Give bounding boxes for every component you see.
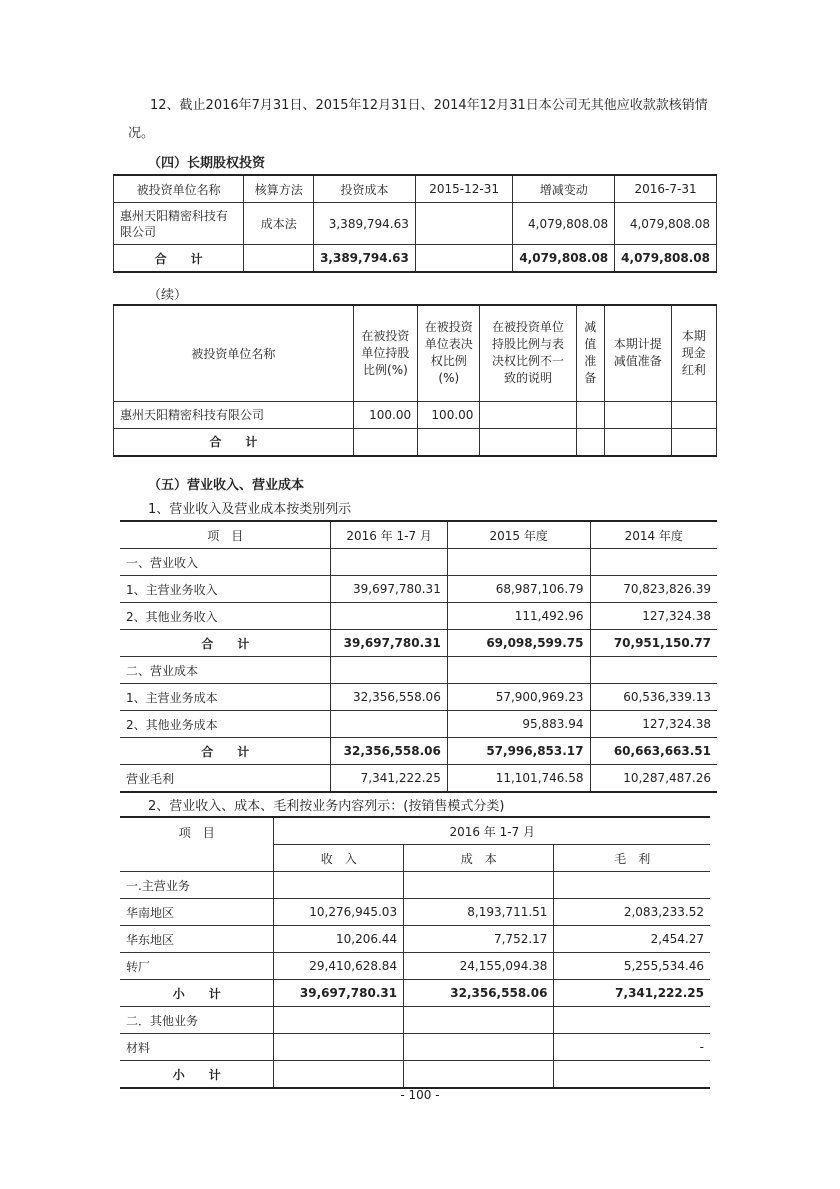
table-cell: -: [554, 1034, 710, 1061]
col-header: 项 目: [120, 817, 274, 872]
table-cell: 29,410,628.84: [274, 953, 404, 980]
table-cell: 10,276,945.03: [274, 899, 404, 926]
total-label: 合 计: [114, 245, 244, 273]
row-label: 小 计: [120, 1061, 274, 1089]
subsection-2-title: 2、营业收入、成本、毛利按业务内容列示：(按销售模式分类): [148, 799, 505, 814]
col-header: 2016 年 1-7 月: [331, 521, 447, 549]
table-cell: 32,356,558.06: [404, 980, 554, 1007]
table-cell: [274, 872, 404, 899]
table-row: [120, 711, 717, 738]
row-label: 二．其他业务: [120, 1007, 274, 1034]
table-cell: [480, 401, 576, 428]
col-header: 在被投资单位持股比例(%): [353, 305, 417, 401]
table-cell: [554, 1007, 710, 1034]
col-header: 减值准备: [576, 305, 605, 401]
table-cell: 2,454.27: [554, 926, 710, 953]
table-cell: [554, 872, 710, 899]
table-cell: 4,079,808.08: [513, 245, 615, 273]
table-cell: 4,079,808.08: [615, 203, 717, 245]
col-header: 2016-7-31: [615, 175, 717, 203]
table-row: [120, 980, 710, 1007]
table-cell: [274, 1007, 404, 1034]
table-cell: 127,324.38: [590, 711, 717, 738]
row-label: 材料: [120, 1034, 274, 1061]
revenue-cost-table: [120, 520, 717, 793]
row-label: 营业毛利: [120, 765, 331, 793]
row-label: 合 计: [120, 738, 331, 765]
col-header: 本期现金红利: [671, 305, 716, 401]
table-cell: 4,079,808.08: [615, 245, 717, 273]
table-row: [120, 738, 717, 765]
table-cell: 39,697,780.31: [274, 980, 404, 1007]
table-cell: 成本法: [244, 203, 314, 245]
col-header: 项 目: [120, 521, 331, 549]
col-header: 2015 年度: [447, 521, 590, 549]
table-row: [120, 630, 717, 657]
table-cell: [418, 428, 480, 456]
table-cell: 57,900,969.23: [447, 684, 590, 711]
col-header: 增减变动: [513, 175, 615, 203]
table-cell: [605, 401, 672, 428]
table-cell: 10,287,487.26: [590, 765, 717, 793]
table-cell: 7,752.17: [404, 926, 554, 953]
table-row: [120, 926, 710, 953]
row-label: 二、营业成本: [120, 657, 331, 684]
row-label: 2、其他业务收入: [120, 603, 331, 630]
table-cell: [244, 245, 314, 273]
table-cell: 60,536,339.13: [590, 684, 717, 711]
table-cell: 39,697,780.31: [331, 576, 447, 603]
col-header: 被投资单位名称: [114, 305, 354, 401]
table-cell: [415, 203, 512, 245]
paragraph-12: 12、截止2016年7月31日、2015年12月31日、2014年12月31日本公司无其他应收款款核销情况。: [128, 98, 708, 141]
table-cell: 32,356,558.06: [331, 684, 447, 711]
continued-label: （续）: [148, 288, 188, 303]
table-cell: [480, 428, 576, 456]
table-row: [120, 765, 717, 793]
table-row: [120, 872, 710, 899]
row-label: 1、主营业务成本: [120, 684, 331, 711]
table-cell: [554, 1061, 710, 1089]
row-label: 华南地区: [120, 899, 274, 926]
subsection-1-title: 1、营业收入及营业成本按类别列示: [148, 502, 352, 517]
col-header: 毛 利: [554, 845, 710, 872]
table-cell: 70,823,826.39: [590, 576, 717, 603]
table-cell: [576, 401, 605, 428]
table-cell: 11,101,746.58: [447, 765, 590, 793]
table-cell: [605, 428, 672, 456]
table-cell: [447, 657, 590, 684]
row-label: 1、主营业务收入: [120, 576, 331, 603]
table-cell: [671, 401, 716, 428]
revenue-by-business-table: [120, 816, 710, 1089]
table-cell: [415, 245, 512, 273]
table-cell: 127,324.38: [590, 603, 717, 630]
table-row: [120, 1034, 710, 1061]
table-row: [120, 953, 710, 980]
table-cell: 70,951,150.77: [590, 630, 717, 657]
table-row: [120, 603, 717, 630]
table-cell: [590, 657, 717, 684]
table-cell: 10,206.44: [274, 926, 404, 953]
table-cell: 95,883.94: [447, 711, 590, 738]
row-label: 2、其他业务成本: [120, 711, 331, 738]
table-cell: [331, 711, 447, 738]
col-header: 在被投资单位表决权比例(%): [418, 305, 480, 401]
table-cell: [671, 428, 716, 456]
table-cell: [404, 1007, 554, 1034]
col-header: 核算方法: [244, 175, 314, 203]
col-header: 投资成本: [314, 175, 416, 203]
table-cell: 24,155,094.38: [404, 953, 554, 980]
table-cell: [404, 872, 554, 899]
table-cell: 4,079,808.08: [513, 203, 615, 245]
table-cell: [274, 1061, 404, 1089]
table-cell: 57,996,853.17: [447, 738, 590, 765]
table-cell: [404, 1061, 554, 1089]
table-row: [120, 549, 717, 576]
col-header: 成 本: [404, 845, 554, 872]
section-4-title: （四）长期股权投资: [148, 156, 266, 171]
table-cell: 111,492.96: [447, 603, 590, 630]
table-row: [120, 657, 717, 684]
table-cell: 32,356,558.06: [331, 738, 447, 765]
total-label: 合 计: [114, 428, 354, 456]
table-cell: 7,341,222.25: [331, 765, 447, 793]
col-header: 2014 年度: [590, 521, 717, 549]
col-header: 在被投资单位持股比例与表决权比例不一致的说明: [480, 305, 576, 401]
table-cell: 100.00: [353, 401, 417, 428]
table-cell: 3,389,794.63: [314, 245, 416, 273]
equity-investment-table: [113, 174, 717, 273]
table-row: [120, 576, 717, 603]
table-cell: [331, 603, 447, 630]
equity-investment-table-continued: [113, 304, 717, 457]
table-row: [120, 1061, 710, 1089]
col-header: 本期计提减值准备: [605, 305, 672, 401]
table-cell: 8,193,711.51: [404, 899, 554, 926]
row-label: 一、营业收入: [120, 549, 331, 576]
table-cell: 惠州天阳精密科技有限公司: [114, 401, 354, 428]
col-header: 被投资单位名称: [114, 175, 244, 203]
table-cell: [404, 1034, 554, 1061]
table-cell: 3,389,794.63: [314, 203, 416, 245]
row-label: 转厂: [120, 953, 274, 980]
table-cell: [331, 549, 447, 576]
table-cell: 60,663,663.51: [590, 738, 717, 765]
row-label: 华东地区: [120, 926, 274, 953]
table-cell: [274, 1034, 404, 1061]
col-header: 2015-12-31: [415, 175, 512, 203]
table-cell: 69,098,599.75: [447, 630, 590, 657]
row-label: 合 计: [120, 630, 331, 657]
row-label: 一.主营业务: [120, 872, 274, 899]
table-cell: 39,697,780.31: [331, 630, 447, 657]
table-cell: [331, 657, 447, 684]
table-row: [120, 899, 710, 926]
table-row: [120, 1007, 710, 1034]
col-header: 收 入: [274, 845, 404, 872]
table-cell: 2,083,233.52: [554, 899, 710, 926]
section-5-title: （五）营业收入、营业成本: [148, 478, 305, 493]
table-cell: 100.00: [418, 401, 480, 428]
table-cell: 7,341,222.25: [554, 980, 710, 1007]
col-header: 2016 年 1-7 月: [274, 817, 710, 845]
table-cell: [447, 549, 590, 576]
table-cell: 5,255,534.46: [554, 953, 710, 980]
table-cell: 惠州天阳精密科技有限公司: [114, 203, 244, 245]
page-number: - 100 -: [400, 1088, 440, 1102]
table-cell: [353, 428, 417, 456]
table-cell: [590, 549, 717, 576]
table-cell: [576, 428, 605, 456]
table-row: [120, 684, 717, 711]
table-cell: 68,987,106.79: [447, 576, 590, 603]
row-label: 小 计: [120, 980, 274, 1007]
